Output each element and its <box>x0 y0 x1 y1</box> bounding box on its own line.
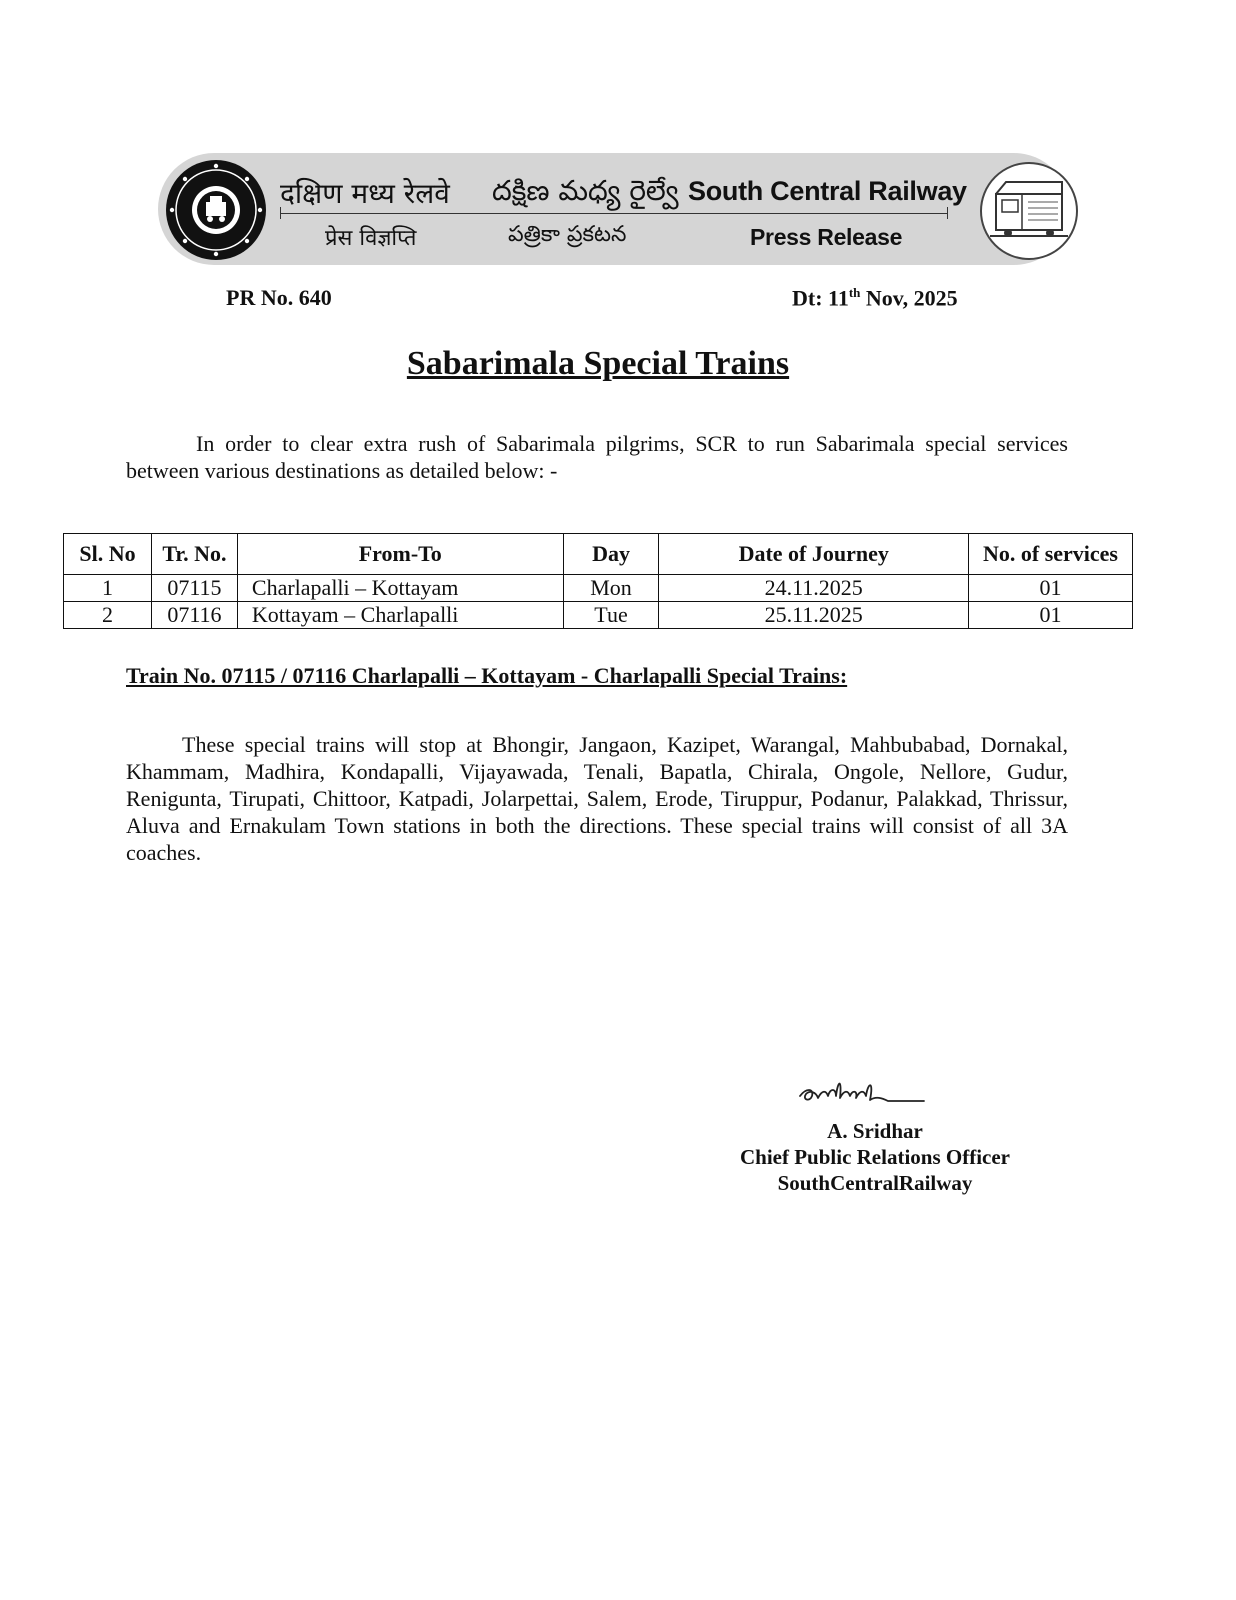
cell-from-to: Charlapalli – Kottayam <box>237 575 563 602</box>
intro-paragraph: In order to clear extra rush of Sabarimala pilgrims, SCR to run Sabarimala special services between various destinations as detailed below: - <box>126 431 1068 483</box>
cell-sl-no: 2 <box>64 602 152 629</box>
hindi-railway-name: दक्षिण मध्य रेलवे <box>280 177 450 210</box>
signature-image <box>796 1074 931 1114</box>
table-row <box>64 575 1133 602</box>
telugu-railway-name: దక్షిణ మధ్య రైల్వే <box>492 174 679 207</box>
english-railway-name: South Central Railway <box>688 176 967 206</box>
release-date: Dt: 11th Nov, 2025 <box>792 285 958 311</box>
hindi-press-release: प्रेस विज्ञप्ति <box>325 226 417 251</box>
cell-services: 01 <box>969 575 1133 602</box>
table-row <box>64 602 1133 629</box>
cell-services: 01 <box>969 602 1133 629</box>
telugu-press-release: పత్రికా ప్రకటన <box>508 222 627 247</box>
cell-train-no: 07116 <box>151 602 237 629</box>
cell-from-to: Kottayam – Charlapalli <box>237 602 563 629</box>
indian-railways-emblem <box>166 160 266 260</box>
cell-date: 25.11.2025 <box>659 602 969 629</box>
header-date-of-journey: Date of Journey <box>659 534 969 575</box>
letterhead-divider <box>280 213 948 214</box>
english-press-release: Press Release <box>750 224 903 250</box>
header-from-to: From-To <box>237 534 563 575</box>
pr-number: PR No. 640 <box>226 285 332 310</box>
signatory-designation: Chief Public Relations Officer <box>739 1145 1011 1169</box>
table-header-row <box>64 534 1133 575</box>
cell-date: 24.11.2025 <box>659 575 969 602</box>
signatory-organisation: SouthCentralRailway <box>777 1171 973 1195</box>
special-trains-table <box>63 533 1133 629</box>
cell-day: Mon <box>563 575 659 602</box>
train-section-heading: Train No. 07115 / 07116 Charlapalli – Kottayam - Charlapalli Special Trains: <box>126 663 848 688</box>
header-sl-no: Sl. No <box>64 534 152 575</box>
cell-train-no: 07115 <box>151 575 237 602</box>
header-no-of-services: No. of services <box>969 534 1133 575</box>
header-train-no: Tr. No. <box>151 534 237 575</box>
cell-day: Tue <box>563 602 659 629</box>
stoppages-paragraph: These special trains will stop at Bhongir, Jangaon, Kazipet, Warangal, Mahbubabad, Dornakal, Khammam, Madhira, Kondapalli, Vijayawada, Tenali, Bapatla, Chirala, Ongole, Nellore, Gudur, Renigunta, Tirupati, Chittoor, Katpadi, Jolarpettai, Salem, Erode, Tiruppur, Podanur, Palakkad, Thrissur, Aluva and Ernakulam Town stations in both the directions. These special trains will consist of all 3A coaches. <box>126 732 1068 865</box>
cell-sl-no: 1 <box>64 575 152 602</box>
page-title: Sabarimala Special Trains <box>406 345 790 382</box>
locomotive-logo <box>980 162 1078 260</box>
header-day: Day <box>563 534 659 575</box>
signatory-name: A. Sridhar <box>827 1119 923 1143</box>
